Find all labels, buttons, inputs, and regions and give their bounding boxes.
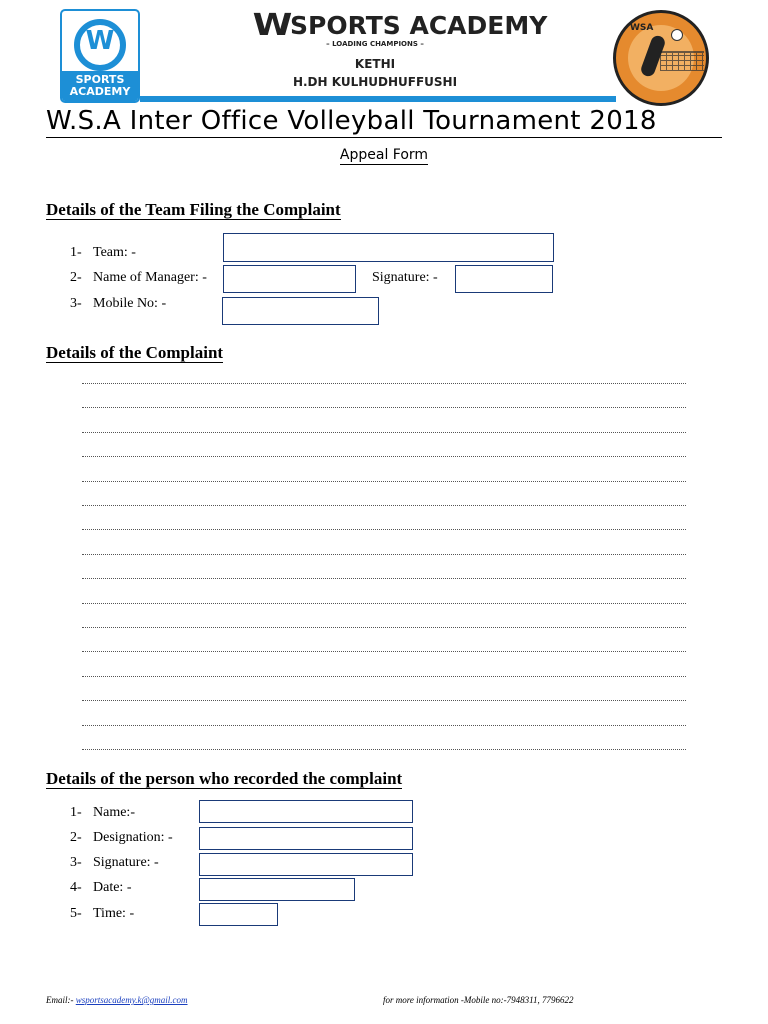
recorder-designation-num: 2- [70,830,82,845]
location-line-1: KETHI [354,57,396,71]
team-section-heading [46,200,341,220]
logo-text-line1: SPORTS [75,73,125,86]
page-title: W.S.A Inter Office Volleyball Tournament 2018 [46,104,722,138]
recorder-date-field[interactable] [199,878,355,901]
brand-tagline: – LOADING CHAMPIONS – [326,40,424,48]
logo-right-text: WSA [630,23,654,33]
form-subtitle [0,147,768,163]
complaint-line[interactable] [82,456,686,457]
recorder-signature-label: Signature: - [93,855,159,870]
recorder-date-num: 4- [70,880,82,895]
recorder-name-field[interactable] [199,800,413,823]
team-row-num: 1- [70,245,82,260]
team-label: Team: - [93,245,136,260]
manager-label: Name of Manager: - [93,270,207,285]
header-divider [140,96,616,102]
manager-signature-field[interactable] [455,265,553,293]
manager-signature-label: Signature: - [372,270,438,285]
manager-name-field[interactable] [223,265,356,293]
location-line-2: H.DH KULHUDHUFFUSHI [292,75,458,89]
complaint-line[interactable] [82,505,686,506]
mobile-field[interactable] [222,297,379,325]
complaint-line[interactable] [82,603,686,604]
complaint-line[interactable] [82,481,686,482]
brand-name: SPORTS ACADEMY [290,11,548,40]
net-icon [660,51,704,71]
logo-text-line2: ACADEMY [69,85,131,98]
sports-academy-logo [60,9,140,103]
recorder-time-label: Time: - [93,906,135,921]
logo-band [62,71,138,101]
complaint-section-heading-text: Details of the Complaint [46,343,224,362]
team-field[interactable] [223,233,554,262]
complaint-line[interactable] [82,529,686,530]
complaint-line[interactable] [82,627,686,628]
brand-heading [252,8,548,43]
complaint-line[interactable] [82,749,686,750]
footer-email-label: Email:- [46,995,74,1005]
complaint-line[interactable] [82,554,686,555]
complaint-line[interactable] [82,383,686,384]
recorder-date-label: Date: - [93,880,132,895]
footer-contact-info: for more information -Mobile no:-7948311, 7796622 [383,995,574,1005]
recorder-designation-label: Designation: - [93,830,173,845]
recorder-designation-field[interactable] [199,827,413,850]
recorder-signature-field[interactable] [199,853,413,876]
recorder-signature-num: 3- [70,855,82,870]
recorder-section-heading-text: Details of the person who recorded the complaint [46,769,403,788]
form-subtitle-text: Appeal Form [339,147,429,163]
complaint-line[interactable] [82,578,686,579]
recorder-name-num: 1- [70,805,82,820]
footer-email [46,995,188,1005]
brand-w-icon: W [252,8,293,43]
recorder-section-heading [46,769,402,789]
complaint-line[interactable] [82,725,686,726]
manager-row-num: 2- [70,270,82,285]
mobile-row-num: 3- [70,296,82,311]
w-logo-icon: W [85,26,115,56]
complaint-line[interactable] [82,432,686,433]
recorder-name-label: Name:- [93,805,135,820]
volleyball-logo [613,10,709,106]
footer-email-link[interactable]: wsportsacademy.k@gmail.com [75,995,188,1005]
recorder-time-field[interactable] [199,903,278,926]
volleyball-icon [671,29,683,41]
team-section-heading-text: Details of the Team Filing the Complaint [46,200,341,219]
complaint-section-heading [46,343,223,363]
complaint-line[interactable] [82,651,686,652]
recorder-time-num: 5- [70,906,82,921]
complaint-line[interactable] [82,407,686,408]
mobile-label: Mobile No: - [93,296,167,311]
complaint-line[interactable] [82,676,686,677]
complaint-line[interactable] [82,700,686,701]
